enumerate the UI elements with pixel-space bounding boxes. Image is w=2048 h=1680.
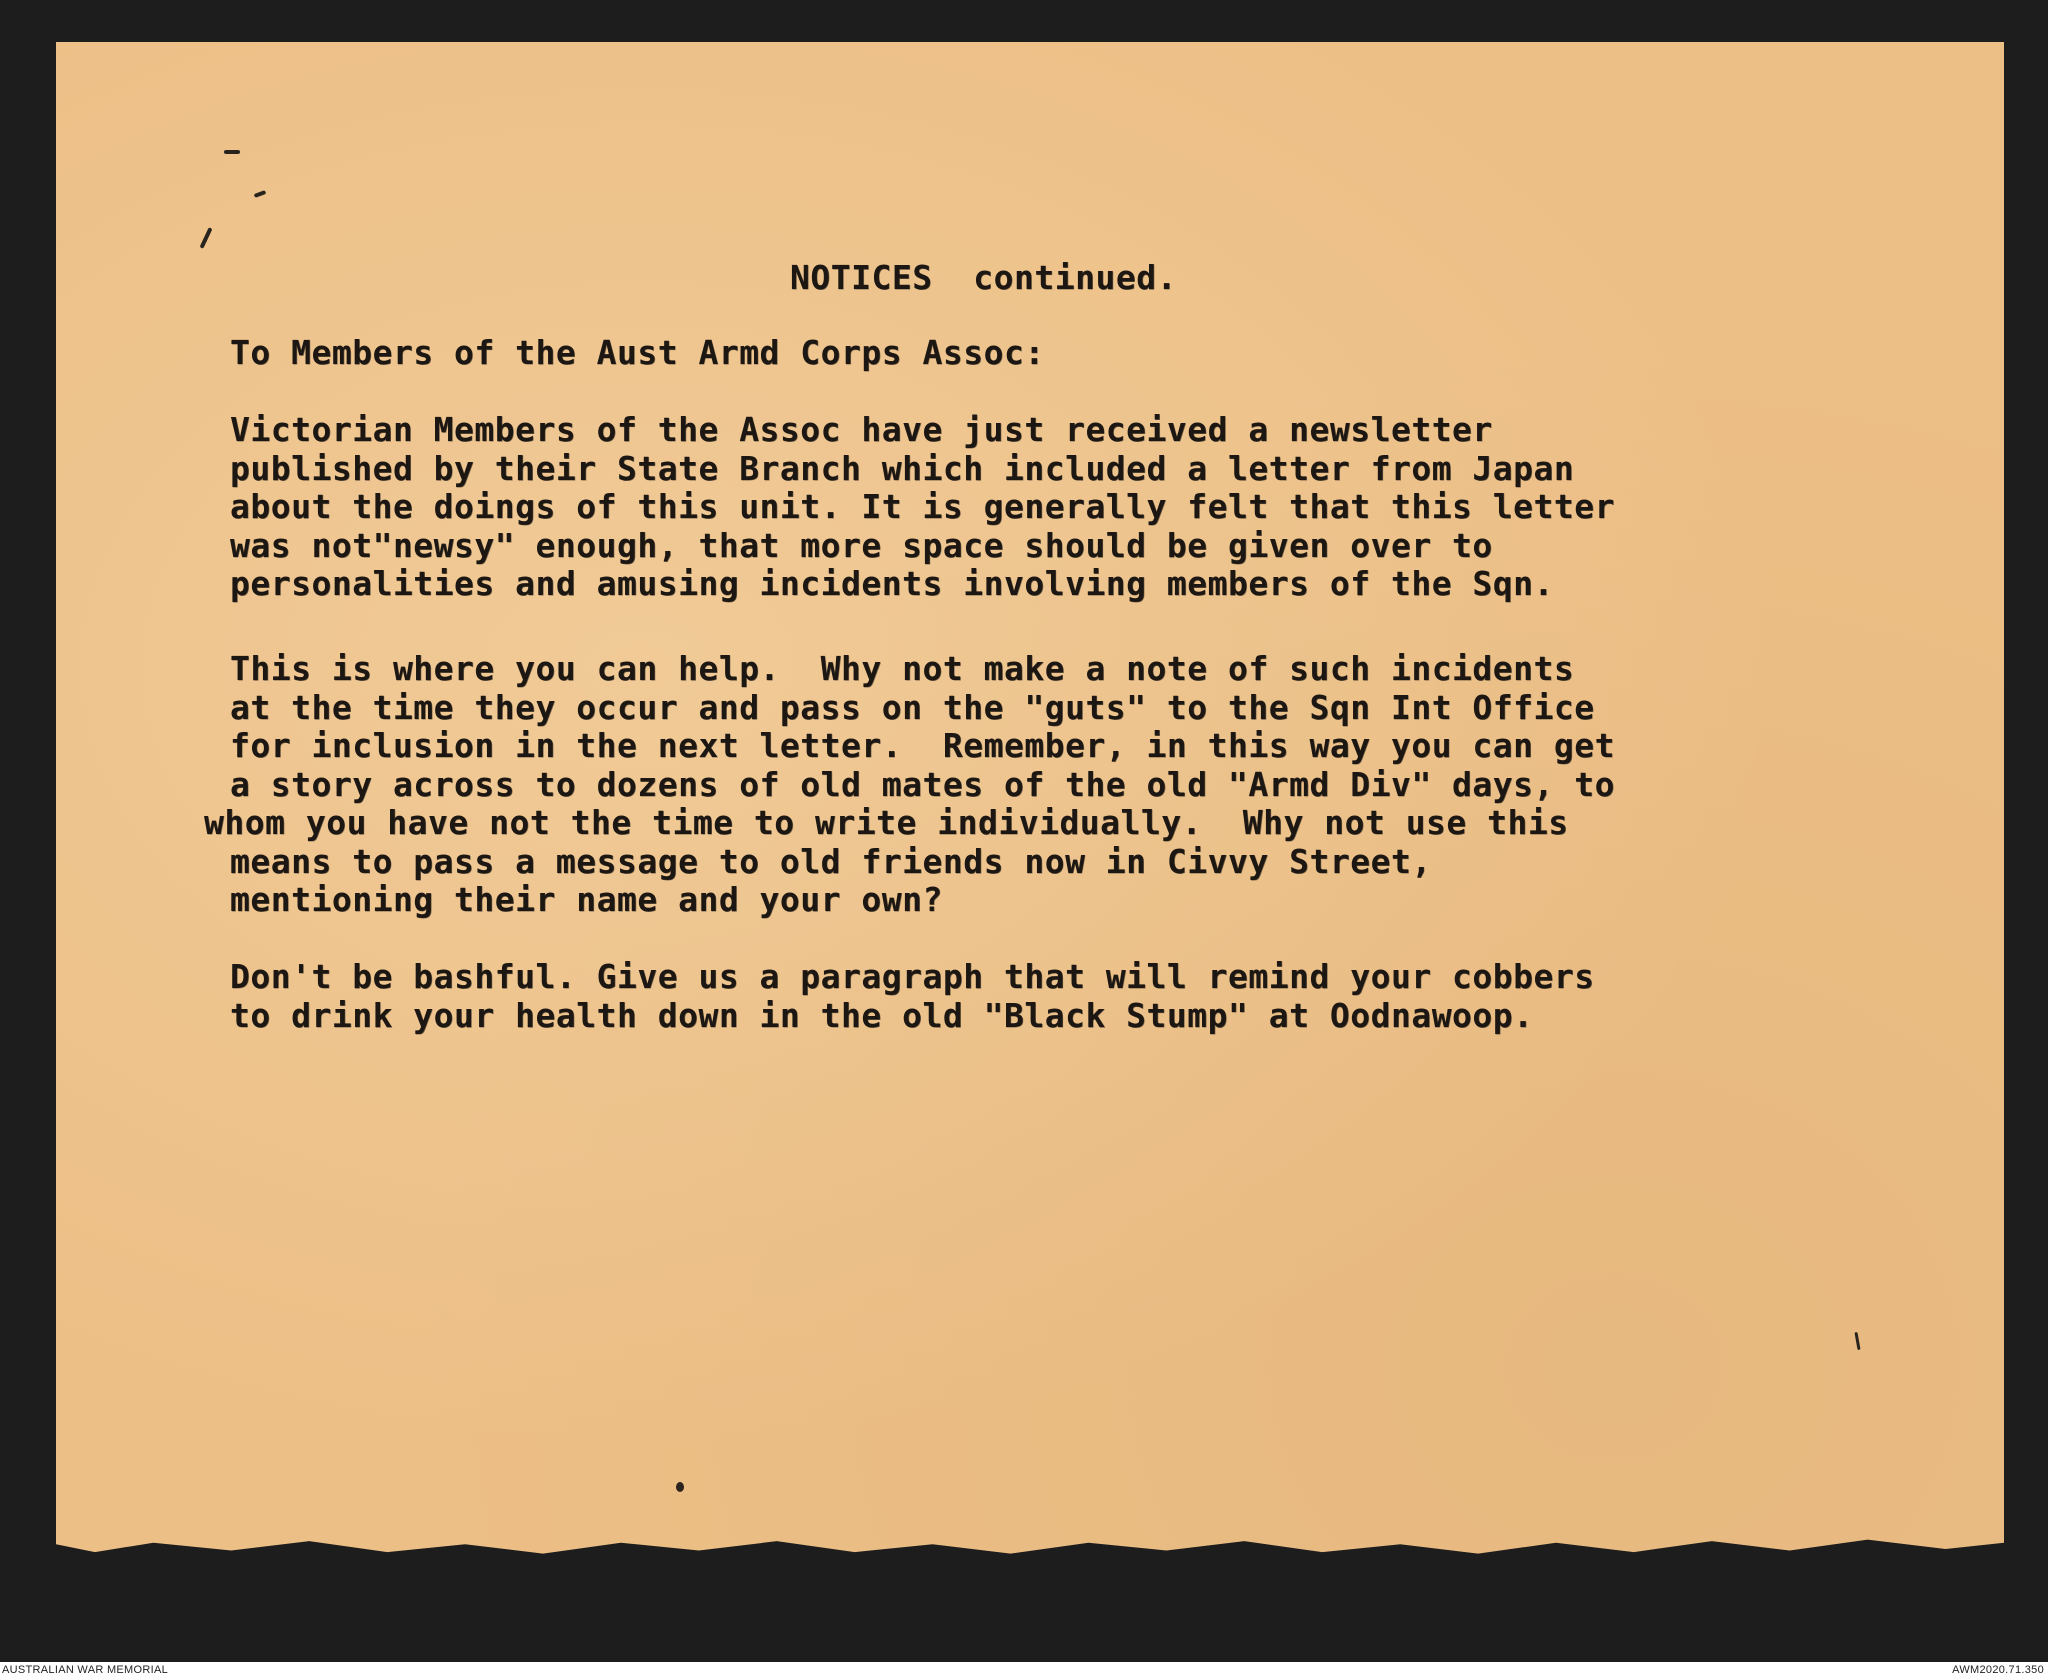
- notice-heading: NOTICES continued.: [790, 258, 1177, 297]
- paper-blemish: [676, 1482, 684, 1492]
- paragraph-line: about the doings of this unit. It is generally felt that this letter: [230, 487, 1616, 526]
- paragraph-line: was not"newsy" enough, that more space should be given over to: [230, 525, 1493, 565]
- paragraph-line: means to pass a message to old friends now in Civvy Street,: [230, 841, 1432, 881]
- paper-blemish: [224, 150, 240, 154]
- paragraph-line: whom you have not the time to write individually. Why not use this: [204, 803, 1569, 842]
- paragraph-line: Don't be bashful. Give us a paragraph that will remind your cobbers: [230, 957, 1595, 996]
- archive-credit-label: AUSTRALIAN WAR MEMORIAL: [2, 1664, 169, 1676]
- paragraph-line: This is where you can help. Why not make a note of such incidents: [230, 649, 1575, 688]
- notice-address-line: To Members of the Aust Armd Corps Assoc:: [230, 333, 1045, 372]
- paragraph-line: personalities and amusing incidents involving members of the Sqn.: [230, 564, 1554, 603]
- paragraph-line: Victorian Members of the Assoc have just received a newsletter: [230, 410, 1493, 449]
- paragraph-line: published by their State Branch which included a letter from Japan: [230, 448, 1575, 488]
- paper-blemish: [1854, 1332, 1860, 1350]
- notice-paragraph: [204, 649, 1870, 920]
- paragraph-line: for inclusion in the next letter. Remember, in this way you can get: [230, 726, 1616, 765]
- notice-paragraph: [230, 411, 1870, 604]
- paragraph-line: a story across to dozens of old mates of the old "Armd Div" days, to: [230, 764, 1616, 804]
- notice-paragraph: [230, 958, 1870, 1035]
- paragraph-line: mentioning their name and your own?: [230, 880, 943, 919]
- paper-blemish: [200, 227, 213, 249]
- paragraph-line: at the time they occur and pass on the "guts" to the Sqn Int Office: [230, 687, 1595, 727]
- archive-reference-number: AWM2020.71.350: [1952, 1664, 2044, 1676]
- paragraph-line: to drink your health down in the old "Black Stump" at Oodnawoop.: [230, 995, 1534, 1035]
- paper-blemish: [254, 190, 267, 198]
